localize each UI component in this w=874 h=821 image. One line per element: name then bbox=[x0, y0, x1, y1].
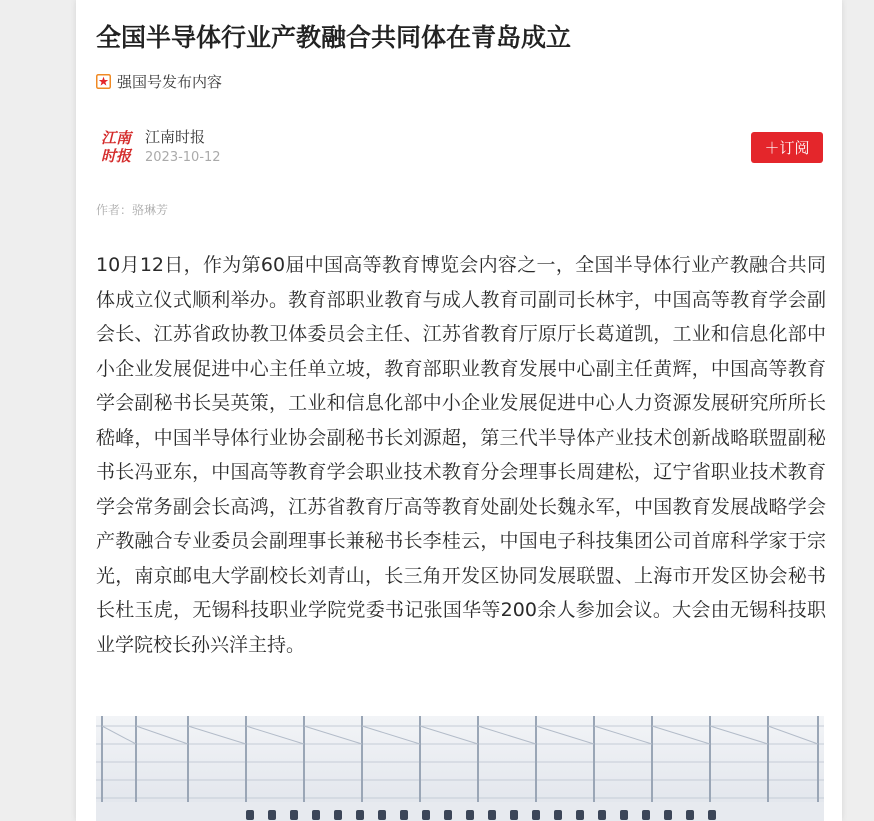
avatar-text-bottom: 时报 bbox=[100, 147, 131, 165]
article-body: 10月12日，作为第60届中国高等教育博览会内容之一，全国半导体行业产教融合共同体成立仪式顺利举办。教育部职业教育与成人教育司副司长林宇，中国高等教育学会副会长、江苏省政协教卫体委员会主任、江苏省教育厅原厅长葛道凯，工业和信息化部中小企业发展促进中心主任单立坡，教育部职业教育发展中心副主任黄辉，中国高等教育学会副秘书长吴英策，工业和信息化部中小企业发展促进中心人力资源发展研究所所长嵇峰，中国半导体行业协会副秘书长刘源超，第三代半导体产业技术创新战略联盟副秘书长冯亚东，中国高等教育学会职业技术教育分会理事长周建松，辽宁省职业技术教育学会常务副会长高鸿，江苏省教育厅高等教育处副处长魏永军，中国教育发展战略学会产教融合专业委员会副理事长兼秘书长李桂云，中国电子科技集团公司首席科学家于宗光，南京邮电大学副校长刘青山，长三角开发区协同发展联盟、上海市开发区协会秘书长杜玉虎，无锡科技职业学院党委书记张国华等200余人参加会议。大会由无锡科技职业学院校长孙兴洋主持。 bbox=[96, 254, 826, 656]
subscribe-button[interactable]: ＋订阅 bbox=[751, 132, 823, 163]
source-tag bbox=[96, 70, 222, 92]
article-photo bbox=[96, 716, 824, 821]
star-badge-icon bbox=[96, 74, 111, 89]
byline-label: 作者： bbox=[96, 203, 133, 217]
source-label: 强国号发布内容 bbox=[117, 72, 223, 91]
byline bbox=[96, 201, 168, 219]
article-card bbox=[76, 0, 842, 821]
byline-author: 骆琳芳 bbox=[132, 203, 169, 217]
avatar-text-top: 江南 bbox=[100, 129, 131, 147]
article-title: 全国半导体行业产教融合共同体在青岛成立 bbox=[96, 23, 572, 52]
publish-date: 2023-10-12 bbox=[145, 150, 221, 165]
author-avatar[interactable] bbox=[96, 127, 136, 167]
author-name[interactable]: 江南时报 bbox=[145, 128, 206, 146]
